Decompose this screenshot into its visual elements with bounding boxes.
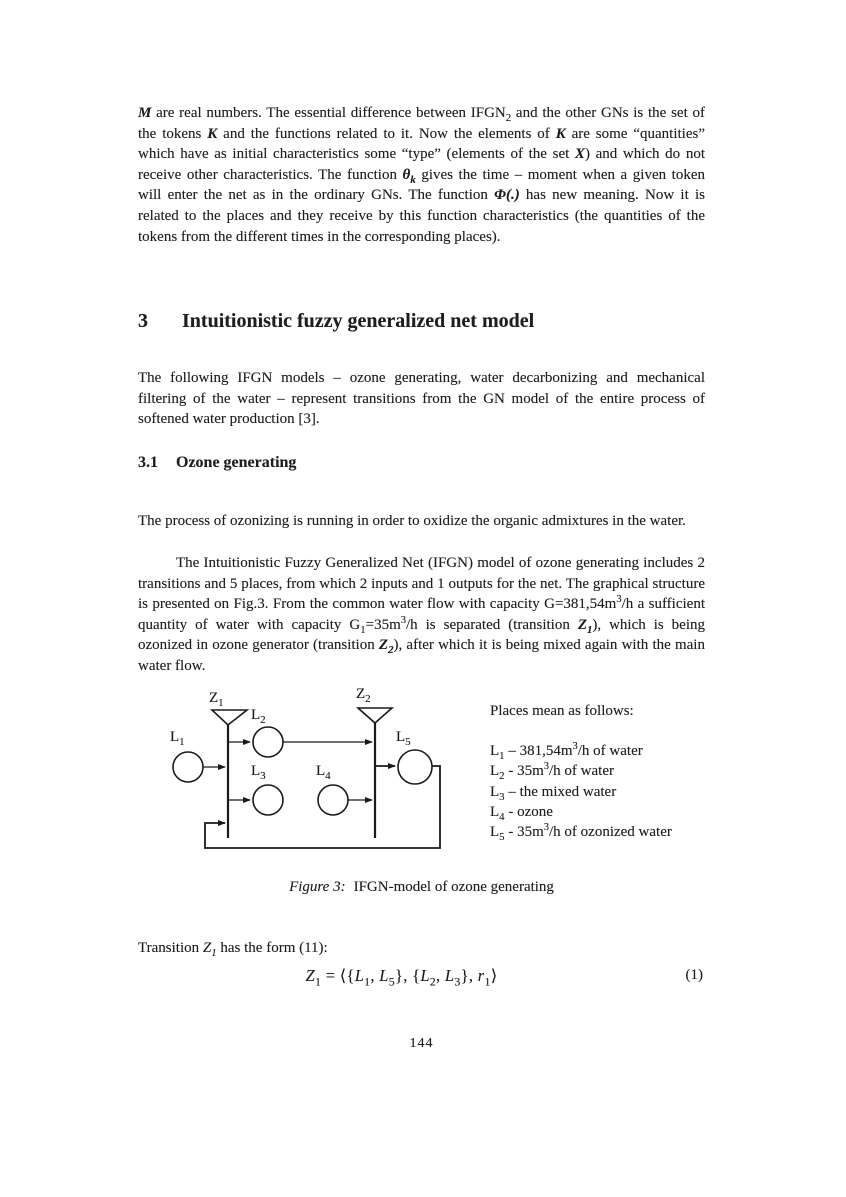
- equation-1-row: [138, 966, 705, 992]
- figure-caption-text: IFGN-model of ozone generating: [353, 879, 554, 895]
- figure-3-caption: [138, 879, 705, 896]
- section-3-heading: [138, 309, 534, 333]
- ozone-paragraph-2: The Intuitionistic Fuzzy Generalized Net (IFGN) model of ozone generating includes 2 transitions and 5 places, from which 2 inputs and 1 outputs for the net. The graphical structure is presented on Fig.3. From the common water flow with capacity $G=381,54m^3/h$ a sufficient quantity of water with capacity $G_1=35m^3/h$ is separated (transition $Z_1$), which is being ozonized in ozone generator (transition $Z_2$), after which it is being mixed again with the main water flow.: [138, 555, 705, 674]
- place-l1-circle: [173, 752, 203, 782]
- equation-1-formula: $Z_1$ = $⟨\{L_1$, $L_5$}, {$L_2$, $L_3$}, $r_1⟩$: [305, 966, 498, 989]
- label-l1: $L_1$: [170, 729, 185, 748]
- label-l4: $L_4$: [316, 763, 331, 782]
- section-3-title: Intuitionistic fuzzy generalized net model: [182, 310, 535, 332]
- legend-item-l2: $L_2 - 35m^3/h$ of water: [490, 761, 614, 783]
- label-l5: $L_5$: [396, 729, 411, 748]
- legend-heading: Places mean as follows:: [490, 703, 634, 719]
- label-z1: $Z_1$: [209, 690, 224, 709]
- transition-z1-sentence: Transition $Z_1$ has the form (11):: [138, 940, 328, 959]
- place-l5-circle: [398, 750, 432, 784]
- label-l3: $L_3$: [251, 763, 266, 782]
- place-l4-circle: [318, 785, 348, 815]
- label-l2: $L_2$: [251, 707, 266, 726]
- section-3-1-number: 3.1: [138, 454, 158, 471]
- legend-item-l4: $L_4$ - ozone: [490, 803, 553, 823]
- equation-1-number: (1): [685, 967, 703, 983]
- intro-paragraph: M are real numbers. The essential difference between $IFGN_2$ and the other GNs is the set of the tokens K and the functions related to it. Now the elements of K are some “quantities” which have as initial characteristics some “type” (elements of the set X) and which do not receive other characteristics. The function $\theta_k$ gives the time – moment when a given token will enter the net as in the ordinary GNs. The function Φ(.) has new meaning. Now it is related to the places and they receive by this function characteristics (the quantities of the tokens from the different times in the corresponding places).: [138, 105, 705, 245]
- label-z2: $Z_2$: [356, 686, 371, 705]
- figure-caption-label: Figure 3:: [289, 879, 346, 895]
- page-number: 144: [409, 1036, 434, 1051]
- legend-item-l5: $L_5 - 35m^3/h$ of ozonized water: [490, 822, 672, 844]
- ifgn-net-drawing: [163, 680, 455, 860]
- legend-item-l1: $L_1 - 381,54m^3/h$ of water: [490, 741, 643, 763]
- section-3-paragraph: The following IFGN models – ozone generating, water decarbonizing and mechanical filtering of the water – represent transitions from the GN model of the entire process of softened water production [3].: [138, 370, 705, 428]
- ozone-paragraph-1: The process of ozonizing is running in order to oxidize the organic admixtures in the water.: [138, 513, 686, 529]
- transition-z2-triangle: [358, 708, 392, 723]
- legend-item-l3: $L_3$ – the mixed water: [490, 783, 617, 803]
- section-3-1-heading: [138, 453, 296, 473]
- figure-3-diagram: [163, 680, 455, 860]
- place-l3-circle: [253, 785, 283, 815]
- section-3-number: 3: [138, 310, 148, 332]
- section-3-1-title: Ozone generating: [176, 454, 297, 471]
- place-l2-circle: [253, 727, 283, 757]
- transition-z1-triangle: [212, 710, 247, 725]
- places-legend: [490, 701, 730, 842]
